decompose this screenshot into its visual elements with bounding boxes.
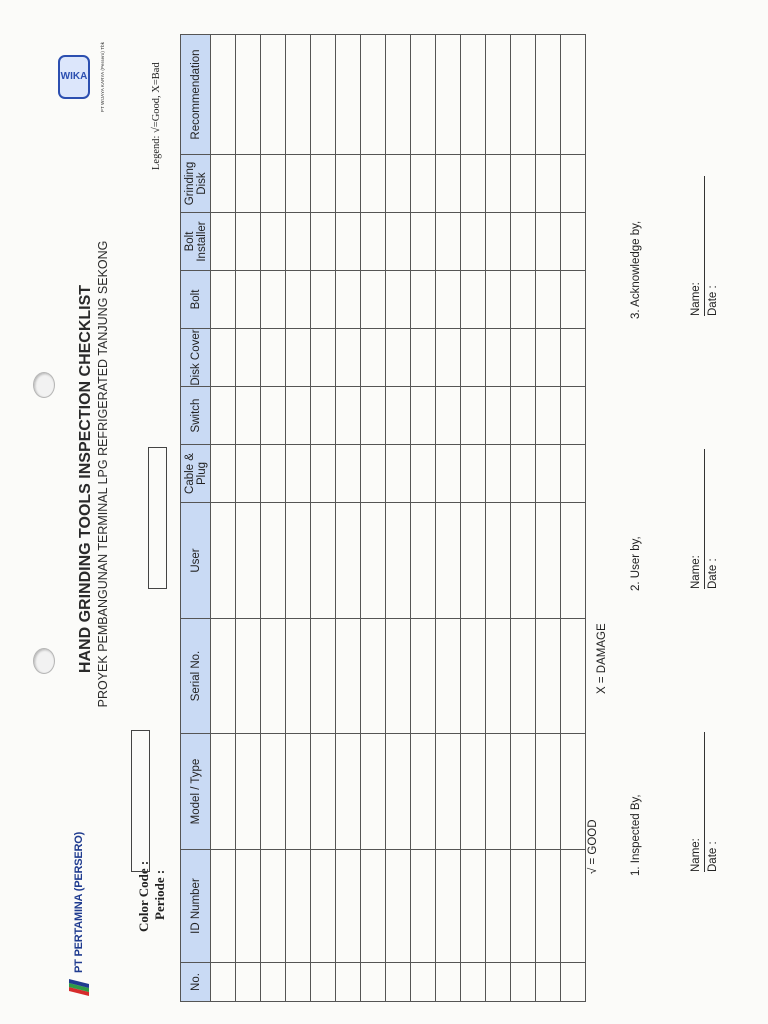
table-cell[interactable] [386,734,411,850]
table-row [286,35,311,1002]
table-cell[interactable] [311,329,336,387]
table-header-row [181,35,211,1002]
table-cell[interactable] [261,850,286,963]
table-cell[interactable] [436,963,461,1002]
table-cell[interactable] [511,445,536,503]
date-line[interactable]: Date : [707,558,719,589]
table-row [311,35,336,1002]
table-cell[interactable] [261,213,286,271]
acknowledge-by-signature [690,176,719,316]
user-by-label: 2. User by, [630,536,642,591]
table-cell[interactable] [461,329,486,387]
table-cell[interactable] [361,155,386,213]
table-cell[interactable] [511,503,536,619]
table-cell[interactable] [236,387,261,445]
column-header-recommendation: Recommendation [181,35,211,155]
table-cell[interactable] [286,850,311,963]
table-cell[interactable] [386,387,411,445]
table-cell[interactable] [386,35,411,155]
table-cell[interactable] [261,155,286,213]
table-cell[interactable] [561,271,586,329]
table-cell[interactable] [561,155,586,213]
table-cell[interactable] [286,387,311,445]
color-code-label: Color Code : [136,860,151,932]
periode-label: Periode : [152,869,167,920]
table-cell[interactable] [486,850,511,963]
table-cell[interactable] [561,619,586,734]
table-cell[interactable] [436,271,461,329]
table-cell[interactable] [236,503,261,619]
column-header-bolt-installer: Bolt Installer [181,213,211,271]
table-row [211,35,236,1002]
table-cell[interactable] [461,963,486,1002]
table-cell[interactable] [211,503,236,619]
inspected-by-signature [690,732,719,872]
column-header-bolt: Bolt [181,271,211,329]
table-cell[interactable] [236,850,261,963]
table-row [436,35,461,1002]
table-cell[interactable] [536,963,561,1002]
wika-logo [52,12,105,142]
table-cell[interactable] [311,445,336,503]
table-cell[interactable] [211,734,236,850]
table-cell[interactable] [311,850,336,963]
table-cell[interactable] [461,213,486,271]
table-cell[interactable] [261,503,286,619]
table-cell[interactable] [311,213,336,271]
table-cell[interactable] [511,734,536,850]
table-row [386,35,411,1002]
table-cell[interactable] [386,271,411,329]
table-row [261,35,286,1002]
table-cell[interactable] [386,445,411,503]
table-cell[interactable] [411,329,436,387]
table-cell[interactable] [536,387,561,445]
table-cell[interactable] [336,503,361,619]
table-cell[interactable] [561,213,586,271]
table-cell[interactable] [461,619,486,734]
table-cell[interactable] [286,329,311,387]
table-cell[interactable] [336,35,361,155]
table-cell[interactable] [536,271,561,329]
table-cell[interactable] [336,445,361,503]
table-cell[interactable] [336,213,361,271]
table-cell[interactable] [411,271,436,329]
table-row [361,35,386,1002]
table-cell[interactable] [436,387,461,445]
table-cell[interactable] [436,619,461,734]
table-cell[interactable] [436,213,461,271]
legend-good: √ = GOOD [587,819,599,874]
table-cell[interactable] [486,619,511,734]
table-cell[interactable] [511,213,536,271]
table-cell[interactable] [286,271,311,329]
table-cell[interactable] [211,213,236,271]
project-subtitle: PROYEK PEMBANGUNAN TERMINAL LPG REFRIGERATED TANJUNG SEKONG [96,240,110,708]
table-cell[interactable] [486,734,511,850]
table-cell[interactable] [511,963,536,1002]
table-cell[interactable] [536,35,561,155]
table-cell[interactable] [486,503,511,619]
table-cell[interactable] [536,213,561,271]
table-cell[interactable] [486,213,511,271]
table-cell[interactable] [536,850,561,963]
table-cell[interactable] [361,329,386,387]
table-cell[interactable] [411,213,436,271]
table-cell[interactable] [511,619,536,734]
table-cell[interactable] [561,963,586,1002]
column-header-switch: Switch [181,387,211,445]
table-row [336,35,361,1002]
table-cell[interactable] [211,619,236,734]
pertamina-mark-icon [66,978,92,996]
column-header-grinding-disk: Grinding Disk [181,155,211,213]
table-cell[interactable] [286,734,311,850]
name-line[interactable]: Name: [690,176,705,316]
table-cell[interactable] [336,850,361,963]
table-cell[interactable] [286,155,311,213]
table-cell[interactable] [561,445,586,503]
table-cell[interactable] [361,963,386,1002]
table-cell[interactable] [436,329,461,387]
column-header-user: User [181,503,211,619]
table-cell[interactable] [561,387,586,445]
table-cell[interactable] [261,387,286,445]
table-cell[interactable] [511,387,536,445]
table-cell[interactable] [361,445,386,503]
table-cell[interactable] [411,850,436,963]
column-header-disk-cover: Disk Cover [181,329,211,387]
table-cell[interactable] [561,503,586,619]
table-cell[interactable] [411,503,436,619]
table-cell[interactable] [361,850,386,963]
table-cell[interactable] [561,35,586,155]
table-cell[interactable] [536,329,561,387]
wika-caption: PT WIJAYA KARYA (Persero) Tbk [100,41,105,113]
table-cell[interactable] [211,387,236,445]
table-cell[interactable] [286,35,311,155]
table-cell[interactable] [561,850,586,963]
table-cell[interactable] [361,213,386,271]
table-cell[interactable] [311,387,336,445]
table-cell[interactable] [261,271,286,329]
column-header-cable-plug: Cable & Plug [181,445,211,503]
table-cell[interactable] [386,963,411,1002]
table-cell[interactable] [311,155,336,213]
table-cell[interactable] [536,155,561,213]
table-cell[interactable] [336,619,361,734]
table-cell[interactable] [511,35,536,155]
table-cell[interactable] [436,734,461,850]
table-cell[interactable] [461,445,486,503]
table-row [536,35,561,1002]
table-cell[interactable] [336,734,361,850]
table-cell[interactable] [286,619,311,734]
table-cell[interactable] [361,734,386,850]
table-cell[interactable] [486,963,511,1002]
column-header-model-type: Model / Type [181,734,211,850]
table-cell[interactable] [511,850,536,963]
table-cell[interactable] [461,503,486,619]
pertamina-name: PT PERTAMINA (PERSERO) [73,831,85,973]
table-cell[interactable] [211,155,236,213]
table-cell[interactable] [311,35,336,155]
pertamina-logo [66,832,92,996]
table-cell[interactable] [536,503,561,619]
table-cell[interactable] [411,387,436,445]
table-cell[interactable] [511,155,536,213]
table-cell[interactable] [411,35,436,155]
table-cell[interactable] [461,734,486,850]
table-cell[interactable] [386,619,411,734]
table-cell[interactable] [536,734,561,850]
table-cell[interactable] [236,155,261,213]
table-cell[interactable] [486,155,511,213]
table-cell[interactable] [386,213,411,271]
table-cell[interactable] [386,850,411,963]
table-cell[interactable] [361,503,386,619]
table-cell[interactable] [236,329,261,387]
table-cell[interactable] [236,734,261,850]
column-header-no: No. [181,963,211,1002]
table-cell[interactable] [411,445,436,503]
table-row [486,35,511,1002]
table-cell[interactable] [536,619,561,734]
table-cell[interactable] [411,963,436,1002]
table-cell[interactable] [361,35,386,155]
table-cell[interactable] [461,155,486,213]
table-cell[interactable] [461,387,486,445]
table-cell[interactable] [336,963,361,1002]
table-cell[interactable] [511,271,536,329]
table-cell[interactable] [436,445,461,503]
page-title: HAND GRINDING TOOLS INSPECTION CHECKLIST [77,284,94,674]
table-cell[interactable] [261,734,286,850]
column-header-serial-no: Serial No. [181,619,211,734]
table-cell[interactable] [311,619,336,734]
table-cell[interactable] [236,35,261,155]
table-cell[interactable] [411,155,436,213]
column-header-id-number: ID Number [181,850,211,963]
table-cell[interactable] [511,329,536,387]
table-cell[interactable] [461,850,486,963]
table-cell[interactable] [211,35,236,155]
table-row [461,35,486,1002]
acknowledge-by-label: 3. Acknowledge by, [630,220,642,319]
table-cell[interactable] [311,271,336,329]
table-cell[interactable] [286,963,311,1002]
table-cell[interactable] [261,35,286,155]
table-cell[interactable] [561,734,586,850]
wika-badge-icon: WIKA [58,55,90,99]
table-row [511,35,536,1002]
table-cell[interactable] [361,387,386,445]
table-cell[interactable] [311,963,336,1002]
table-cell[interactable] [486,445,511,503]
table-row [236,35,261,1002]
table-cell[interactable] [211,850,236,963]
table-cell[interactable] [236,963,261,1002]
checklist-table [180,34,586,1002]
table-cell[interactable] [311,503,336,619]
name-line[interactable]: Name: [690,449,705,589]
table-cell[interactable] [486,387,511,445]
table-cell[interactable] [361,271,386,329]
table-cell[interactable] [236,213,261,271]
table-cell[interactable] [336,155,361,213]
inspected-by-label: 1. Inspected By, [630,794,642,876]
table-body [211,35,586,1002]
table-cell[interactable] [411,734,436,850]
table-cell[interactable] [536,445,561,503]
table-row [411,35,436,1002]
table-cell[interactable] [386,329,411,387]
table-cell[interactable] [261,445,286,503]
table-cell[interactable] [486,271,511,329]
table-cell[interactable] [486,35,511,155]
table-cell[interactable] [436,35,461,155]
table-cell[interactable] [461,35,486,155]
table-cell[interactable] [461,271,486,329]
table-cell[interactable] [436,850,461,963]
table-cell[interactable] [211,445,236,503]
table-cell[interactable] [336,329,361,387]
legend: Legend: √=Good, X=Bad [151,62,162,170]
date-line[interactable]: Date : [707,285,719,316]
table-cell[interactable] [236,619,261,734]
table-cell[interactable] [261,619,286,734]
table-cell[interactable] [336,387,361,445]
table-cell[interactable] [436,503,461,619]
table-cell[interactable] [486,329,511,387]
table-cell[interactable] [236,445,261,503]
color-code-field[interactable] [131,730,150,872]
legend-damage: X = DAMAGE [596,623,608,694]
periode-field[interactable] [148,447,167,589]
table-cell[interactable] [561,329,586,387]
table-cell[interactable] [336,271,361,329]
table-cell[interactable] [286,503,311,619]
table-cell[interactable] [386,503,411,619]
date-line[interactable]: Date : [707,841,719,872]
table-row [561,35,586,1002]
table-cell[interactable] [261,329,286,387]
table-cell[interactable] [386,155,411,213]
table-cell[interactable] [211,963,236,1002]
table-cell[interactable] [236,271,261,329]
table-cell[interactable] [361,619,386,734]
table-cell[interactable] [261,963,286,1002]
table-cell[interactable] [311,734,336,850]
table-cell[interactable] [286,445,311,503]
name-line[interactable]: Name: [690,732,705,872]
table-cell[interactable] [411,619,436,734]
table-cell[interactable] [211,271,236,329]
table-cell[interactable] [211,329,236,387]
table-cell[interactable] [436,155,461,213]
table-cell[interactable] [286,213,311,271]
user-by-signature [690,449,719,589]
